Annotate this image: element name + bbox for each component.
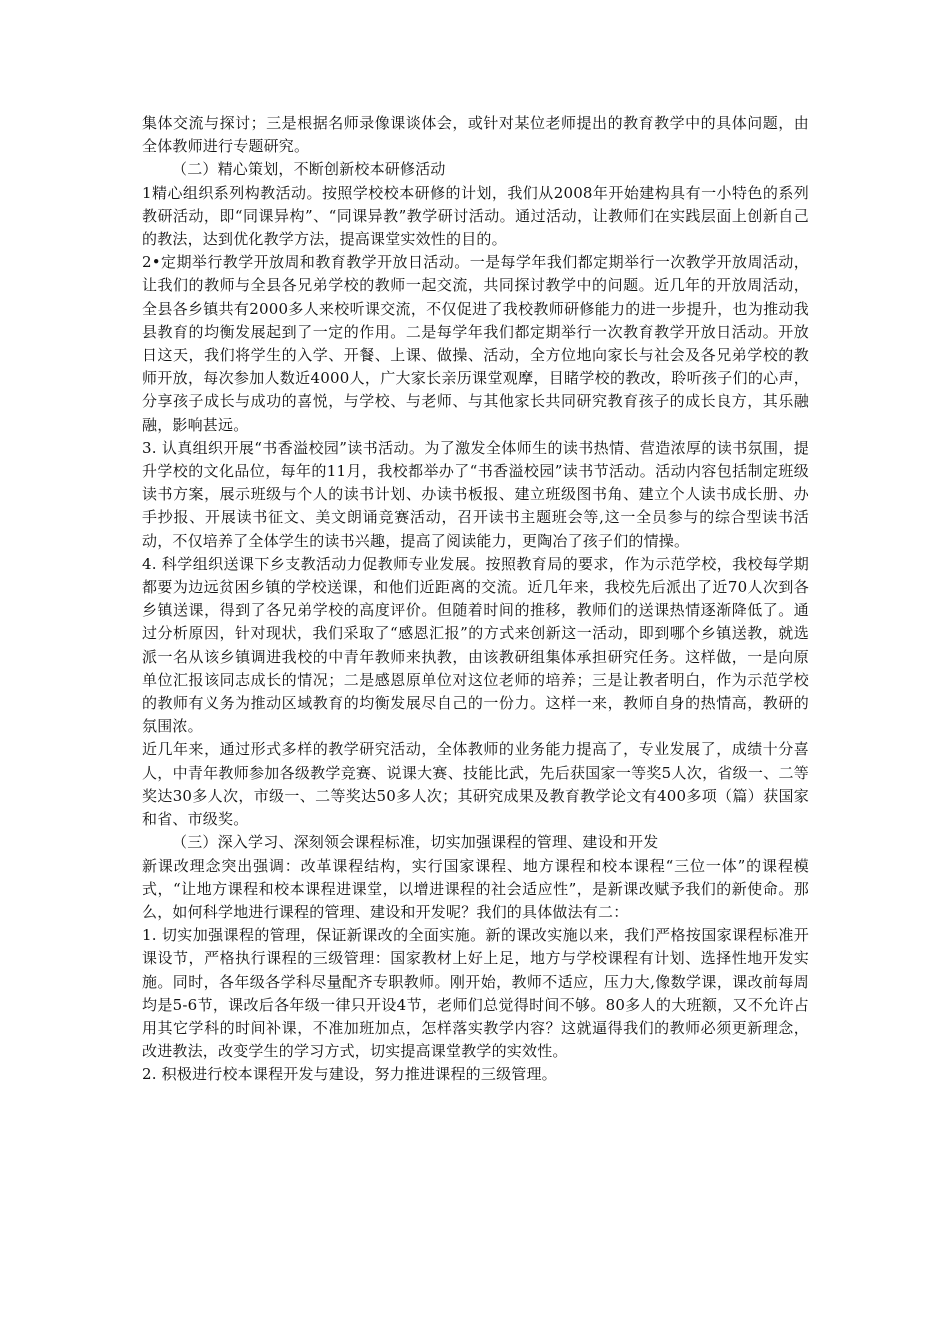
paragraph-curriculum-item-1: 1. 切实加强课程的管理，保证新课改的全面实施。新的课改实施以来，我们严格按国家课程标准开课设节，严格执行课程的三级管理：国家教材上好上足，地方与学校课程有计划、选择性地开发实施。同时，各年级各学科尽量配齐专职教师。刚开始，教师不适应，压力大,像数学课，课改前每周均是5-6节，课改后各年级一律只开设4节，老师们总觉得时间不够。80多人的大班额，又不允许占用其它学科的时间补课，不准加班加点，怎样落实教学内容？这就逼得我们的教师必须更新理念，改进教法，改变学生的学习方式，切实提高课堂教学的实效性。 <box>142 926 809 1061</box>
paragraph-item-3: 3. 认真组织开展“书香溢校园”读书活动。为了激发全体师生的读书热情、营造浓厚的读书氛围，提升学校的文化品位，每年的11月，我校都举办了“书香溢校园”读书节活动。活动内容包括制定班级读书方案，展示班级与个人的读书计划、办读书板报、建立班级图书角、建立个人读书成长册、办手抄报、开展读书征文、美文朗诵竞赛活动，召开读书主题班会等,这一全员参与的综合型读书活动，不仅培养了全体学生的读书兴趣，提高了阅读能力，更陶冶了孩子们的情操。 <box>142 438 809 550</box>
section-heading-3: （三）深入学习、深刻领会课程标准，切实加强课程的管理、建设和开发 <box>172 833 659 852</box>
paragraph-intro-continuation: 集体交流与探讨；三是根据名师录像课谈体会，或针对某位老师提出的教育教学中的具体问题，由全体教师进行专题研究。 <box>142 114 809 156</box>
paragraph-curriculum-item-2: 2. 积极进行校本课程开发与建设，努力推进课程的三级管理。 <box>142 1065 557 1084</box>
document-page <box>142 112 809 1087</box>
paragraph-item-4: 4. 科学组织送课下乡支教活动力促教师专业发展。按照教育局的要求，作为示范学校，我校每学期都要为边远贫困乡镇的学校送课，和他们近距离的交流。近几年来，我校先后派出了近70人次到各乡镇送课，得到了各兄弟学校的高度评价。但随着时间的推移，教师们的送课热情逐渐降低了。通过分析原因，针对现状，我们采取了“感恩汇报”的方式来创新这一活动，即到哪个乡镇送教，就选派一名从该乡镇调进我校的中青年教师来执教，由该教研组集体承担研究任务。这样做，一是向原单位汇报该同志成长的情况；二是感恩原单位对这位老师的培养；三是让教者明白，作为示范学校的教师有义务为推动区域教育的均衡发展尽自己的一份力。这样一来，教师自身的热情高，教研的氛围浓。 <box>142 554 809 736</box>
paragraph-item-2: 2•定期举行教学开放周和教育教学开放日活动。一是每学年我们都定期举行一次教学开放周活动，让我们的教师与全县各兄弟学校的教师一起交流，共同探讨教学中的问题。近几年的开放周活动，全县各乡镇共有2000多人来校听课交流，不仅促进了我校教师研修能力的进一步提升，也为推动我县教育的均衡发展起到了一定的作用。二是每学年我们都定期举行一次教育教学开放日活动。开放日这天，我们将学生的入学、开餐、上课、做操、活动，全方位地向家长与社会及各兄弟学校的教师开放，每次参加人数近4000人，广大家长亲历课堂观摩，目睹学校的教改，聆听孩子们的心声，分享孩子成长与成功的喜悦，与学校、与老师、与其他家长共同研究教育孩子的成长良方，其乐融融，影响甚远。 <box>142 253 809 434</box>
paragraph-curriculum-intro: 新课改理念突出强调：改革课程结构，实行国家课程、地方课程和校本课程“三位一体”的课程模式，“让地方课程和校本课程进课堂，以增进课程的社会适应性”，是新课改赋予我们的新使命。那么，如何科学地进行课程的管理、建设和开发呢？我们的具体做法有二： <box>142 856 809 921</box>
paragraph-item-1: 1精心组织系列构教活动。按照学校校本研修的计划，我们从2008年开始建构具有一小特色的系列教研活动，即“同课异构”、“同课异教”教学研讨活动。通过活动，让教师们在实践层面上创新自己的教法，达到优化教学方法，提高课堂实效性的目的。 <box>142 183 809 249</box>
paragraph-summary: 近几年来，通过形式多样的教学研究活动，全体教师的业务能力提高了，专业发展了，成绩十分喜人，中青年教师参加各级教学竞赛、说课大赛、技能比武，先后获国家一等奖5人次，省级一、二等奖达30多人次，市级一、二等奖达50多人次；其研究成果及教育教学论文有400多项（篇）获国家和省、市级奖。 <box>142 740 809 829</box>
section-heading-2: （二）精心策划，不断创新校本研修活动 <box>172 160 446 179</box>
